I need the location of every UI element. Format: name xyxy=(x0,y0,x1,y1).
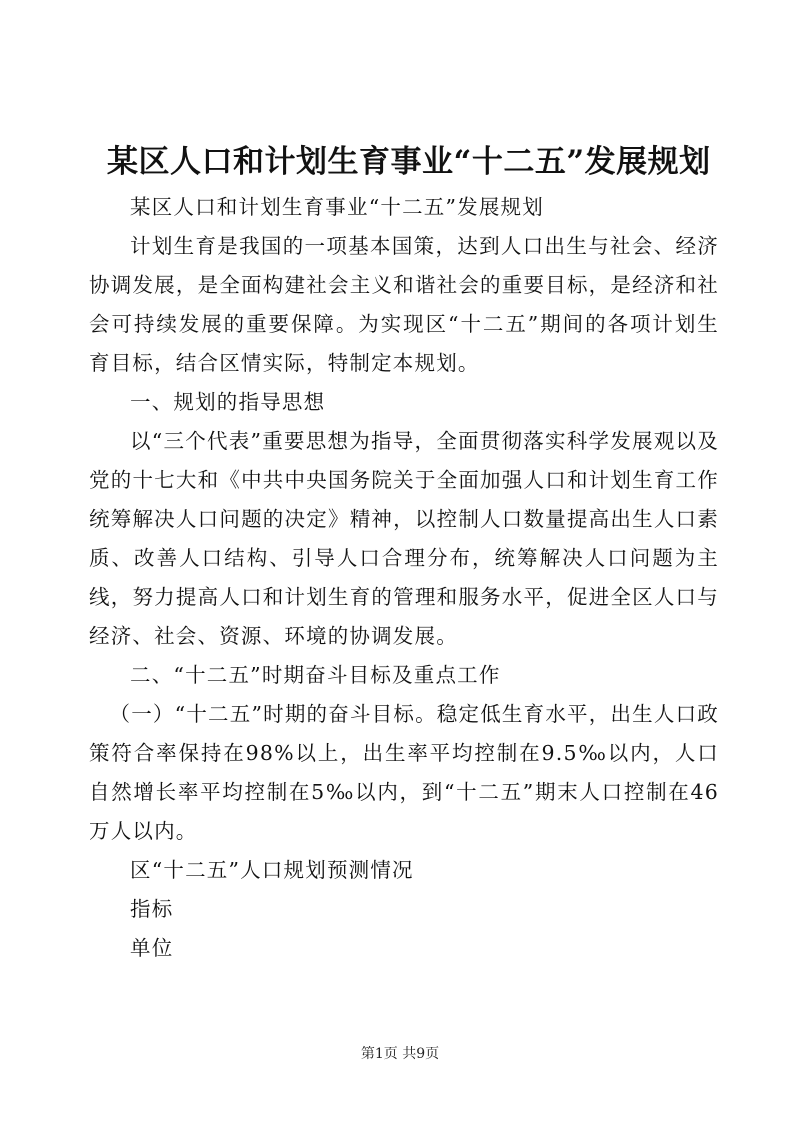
paragraph-goals: （一）“十二五”时期的奋斗目标。稳定低生育水平，出生人口政策符合率保持在98%以上，出生率平均控制在9.5‰以内，人口自然增长率平均控制在5‰以内，到“十二五”期末人口控制在46万人以内。 xyxy=(89,702,719,843)
page-number-footer: 第1页 共9页 xyxy=(360,1046,440,1062)
document-title: 某区人口和计划生育事业“十二五”发展规划 xyxy=(107,144,711,180)
paragraph-guiding-ideology: 以“三个代表”重要思想为指导，全面贯彻落实科学发展观以及党的十七大和《中共中央国务院关于全面加强人口和计划生育工作统筹解决人口问题的决定》精神，以控制人口数量提高出生人口素质、改善人口结构、引导人口合理分布，统筹解决人口问题为主线，努力提高人口和计划生育的管理和服务水平，促进全区人口与经济、社会、资源、环境的协调发展。 xyxy=(89,429,719,648)
paragraph-unit-label: 单位 xyxy=(130,936,174,960)
document-body xyxy=(89,188,719,968)
paragraph-subtitle: 某区人口和计划生育事业“十二五”发展规划 xyxy=(130,195,544,219)
paragraph-indicator-label: 指标 xyxy=(130,897,174,921)
heading-goals-and-tasks: 二、“十二五”时期奋斗目标及重点工作 xyxy=(130,663,501,687)
heading-guiding-ideology: 一、规划的指导思想 xyxy=(130,390,326,414)
paragraph-forecast-heading: 区“十二五”人口规划预测情况 xyxy=(130,858,414,882)
paragraph-intro: 计划生育是我国的一项基本国策，达到人口出生与社会、经济协调发展，是全面构建社会主义和谐社会的重要目标，是经济和社会可持续发展的重要保障。为实现区“十二五”期间的各项计划生育目标，结合区情实际，特制定本规划。 xyxy=(89,234,719,375)
